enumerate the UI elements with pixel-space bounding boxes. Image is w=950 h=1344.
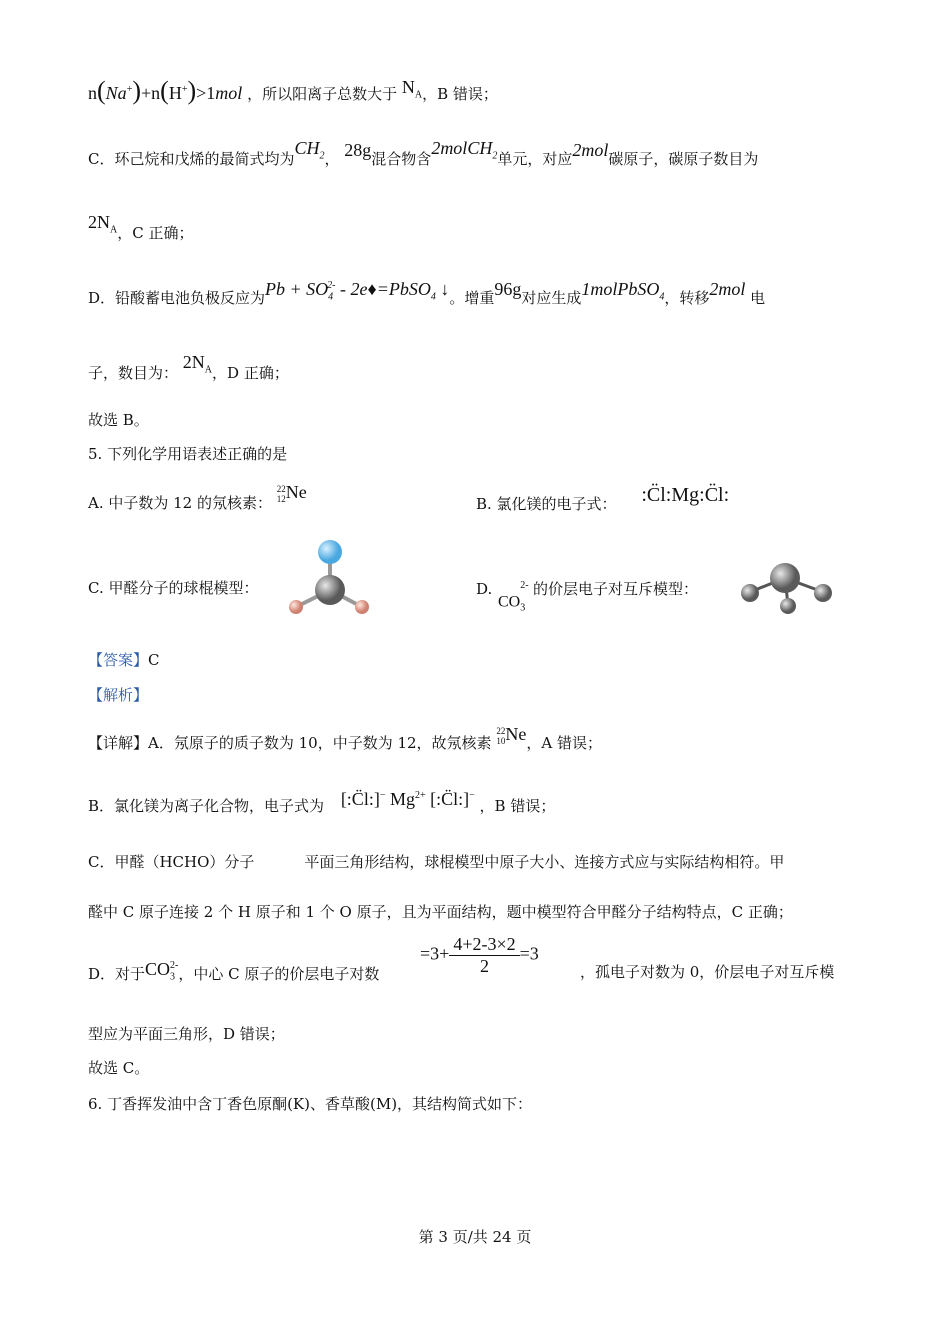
detail-a: 【详解】A．氖原子的质子数为 10，中子数为 12，故氖核素 22 10Ne，A 错误； (88, 724, 602, 752)
vsepr-calc: =3+ $\frac{4+2-3\times 2}{2}$ =3 (420, 934, 539, 976)
option-a: A. 中子数为 12 的氖核素： 22 12Ne (88, 482, 307, 512)
text: B．氯化镁为离子化合物，电子式为 (88, 797, 325, 815)
text: 碳原子，碳原子数目为 (608, 150, 759, 168)
mgcl2-electron-formula-wrong: :C̈l:Mg:C̈l: (641, 484, 730, 506)
text: B. 氯化镁的电子式： (476, 495, 617, 513)
detail-c1 (88, 852, 784, 872)
option-b (476, 484, 730, 515)
text: C．甲醛（HCHO）分子 (88, 853, 255, 871)
detail-d1: D．对于$CO_3^{2-}$，中心 C 原子的价层电子对数 (88, 959, 380, 983)
question-5: 5. 下列化学用语表述正确的是 (88, 445, 288, 463)
vsepr-model-wrong (735, 560, 840, 620)
detail-tag: 【详解】 (88, 734, 149, 752)
analysis-tag: 【解析】 (88, 686, 149, 704)
text: 的价层电子对互斥模型： (533, 580, 699, 598)
choose-c: 故选 C。 (88, 1059, 150, 1077)
detail-c2: 醛中 C 原子连接 2 个 H 原子和 1 个 O 原子，且为平面结构，题中模型符合甲醛分子结构特点，C 正确； (88, 903, 793, 921)
option-c: C. 甲醛分子的球棍模型： (88, 579, 259, 597)
text: ，中心 C 原子的价层电子对数 (178, 965, 380, 983)
text: C．环己烷和戊烯的最简式均为 (88, 150, 295, 168)
answer-value: C (148, 651, 160, 669)
text: A．氖原子的质子数为 10，中子数为 12，故氖核素 (148, 734, 492, 752)
text: D．对于 (88, 965, 146, 983)
text: ，B 错误； (422, 85, 498, 103)
answer-tag: 【答案】 (88, 651, 149, 669)
text: 平面三角形结构，球棍模型中原子大小、连接方式应与实际结构相符。甲 (304, 853, 785, 871)
text: A. 中子数为 12 的氖核素： (88, 494, 272, 512)
question-6: 6. 丁香挥发油中含丁香色原酮(K)、香草酸(M)，其结构简式如下： (88, 1095, 533, 1113)
text: 混合物含 (371, 150, 432, 168)
answer-line (88, 650, 160, 670)
formaldehyde-ball-stick-model (280, 535, 380, 620)
text: 单元，对应 (497, 150, 573, 168)
mgcl2-ionic-formula: [:C̈l:]− $Mg^{2+}$ [:C̈l:]− (340, 789, 475, 809)
line-c: C．环己烷和戊烯的最简式均为$CH_2$， 28g混合物含2molCH$_2$单元，对应2mol碳原子，碳原子数目为 (88, 138, 759, 168)
text: ，A 错误； (526, 734, 602, 752)
choose-b: 故选 B。 (88, 411, 149, 429)
co3-label: $CO_3^{2-}$ (498, 580, 529, 614)
text: ，D 正确； (212, 364, 289, 382)
page-footer: 第 3 页/共 24 页 (418, 1228, 532, 1246)
detail-b (88, 789, 556, 816)
text: ， (324, 150, 340, 168)
text: 子，数目为： (88, 364, 179, 382)
text: D. (476, 580, 493, 598)
text: ，B 错误； (479, 797, 556, 815)
line-d2: 子，数目为： $2N_A$，D 正确； (88, 352, 289, 382)
line-d: D．铅酸蓄电池负极反应为$Pb + SO_4^{2-}$ - 2e♦=PbSO$_4$ ↓。增重96g对应生成1molPbSO$_4$，转移2mol 电 (88, 279, 766, 307)
detail-d1-tail: ，孤电子对数为 0，价层电子对互斥模 (580, 963, 835, 981)
text: 。增重 (449, 289, 495, 307)
text: ，C 正确； (117, 224, 194, 242)
text: D．铅酸蓄电池负极反应为 (88, 289, 266, 307)
line-1: n(Na+)+n(H+)>1mol ，所以阳离子总数大于 $N_A$，B 错误； (88, 76, 498, 105)
formula-cation-sum: n(Na+)+n(H+)>1mol (88, 76, 243, 105)
text: ，所以阳离子总数大于 (247, 85, 398, 103)
text: 电 (750, 289, 766, 307)
line-c2: $2N_A$，C 正确； (88, 212, 194, 242)
detail-d2: 型应为平面三角形，D 错误； (88, 1025, 285, 1043)
text: 对应生成 (521, 289, 582, 307)
text: ，转移 (664, 289, 710, 307)
